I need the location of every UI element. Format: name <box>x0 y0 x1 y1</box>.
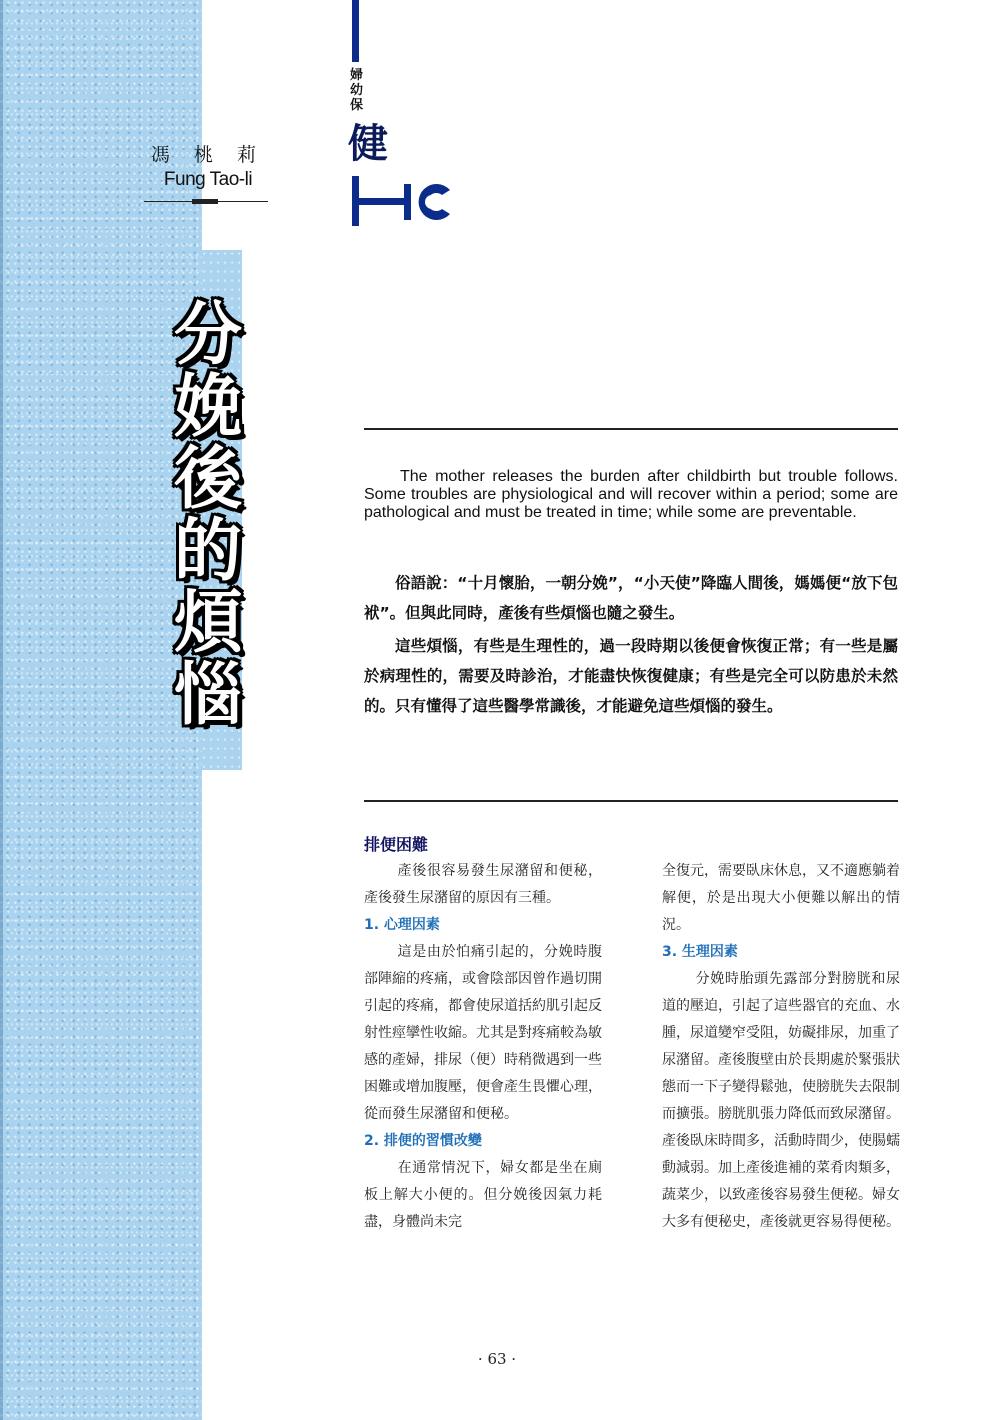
divider-middle <box>364 800 898 802</box>
title-char: 惱 <box>173 656 242 735</box>
english-abstract: The mother releases the burden after childbirth but trouble follows. Some troubles are physiological and will recover within a period; some are pathological and must be treated in time; while some are preventable. <box>364 468 898 521</box>
body-paragraph: 分娩時胎頭先露部分對膀胱和尿道的壓迫，引起了這些器官的充血、水腫，尿道變窄受阻，妨礙排尿，加重了尿潴留。產後腹壁由於長期處於緊張狀態而一下子變得鬆弛，使膀胱失去限制而擴張。膀胱肌張力降低而致尿潴留。產後臥床時間多，活動時間少，使腸蠕動減弱。加上產後進補的菜肴肉類多，蔬菜少，以致產後容易發生便秘。婦女大多有便秘史，產後就更容易得便秘。 <box>662 971 900 1230</box>
section-heading: 排便困難 <box>364 835 429 854</box>
divider-top <box>364 428 898 430</box>
body-paragraph: 這是由於怕痛引起的，分娩時腹部陣縮的疼痛，或會陰部因曾作過切開引起的疼痛，都會使尿道括約肌引起反射性痙攣性收縮。尤其是對疼痛較為敏感的產婦，排尿（便）時稍微遇到一些困難或增加腹壓，便會產生畏懼心理，從而發生尿潴留和便秘。 <box>364 944 602 1122</box>
subheading: 1. 心理因素 <box>364 917 440 933</box>
body-paragraph: 全復元，需要臥床休息，又不適應躺着解便，於是出現大小便難以解出的情況。 <box>662 863 900 933</box>
title-char: 後 <box>173 440 242 519</box>
subheading: 2. 排便的習慣改變 <box>364 1133 482 1149</box>
title-char: 煩 <box>173 584 242 663</box>
page-number: · 63 · <box>477 1350 517 1368</box>
subheading: 3. 生理因素 <box>662 944 738 960</box>
health-character: 健 <box>348 121 388 167</box>
section-tag: 婦幼保 <box>350 68 364 113</box>
author-name-chinese: 馮 桃 莉 <box>150 144 266 166</box>
body-paragraph: 在通常情況下，婦女都是坐在廁板上解大小便的。但分娩後因氣力耗盡，身體尚未完 <box>364 1160 602 1230</box>
article-column-right <box>662 858 900 1236</box>
title-char: 娩 <box>173 368 242 447</box>
intro-paragraph: 這些煩惱，有些是生理性的，過一段時期以後便會恢復正常；有一些是屬於病理性的，需要及時診治，才能盡快恢復健康；有些是完全可以防患於未然的。只有懂得了這些醫學常識後，才能避免這些煩惱的發生。 <box>364 637 898 715</box>
main-title <box>168 296 248 735</box>
title-char: 分 <box>173 296 242 375</box>
chinese-intro <box>364 568 898 724</box>
author-name-english: Fung Tao-li <box>163 169 253 190</box>
author-block <box>148 140 268 191</box>
article-column-left <box>364 858 602 1236</box>
intro-paragraph: 俗語說：“十月懷胎，一朝分娩”，“小天使”降臨人間後，媽媽便“放下包袱”。但與此同時，產後有些煩惱也隨之發生。 <box>364 574 898 622</box>
author-divider-accent <box>192 199 218 204</box>
page-edge <box>0 0 3 1420</box>
hc-logo <box>352 176 462 228</box>
header-vertical-bar <box>352 0 359 62</box>
title-char: 的 <box>173 512 242 591</box>
body-paragraph: 產後很容易發生尿潴留和便秘，產後發生尿潴留的原因有三種。 <box>364 863 602 906</box>
